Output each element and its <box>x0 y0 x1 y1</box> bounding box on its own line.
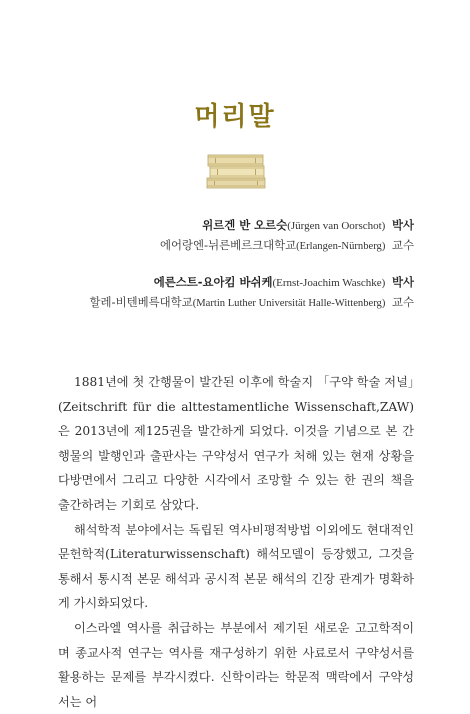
author-name-original: (Jürgen van Oorschot) <box>287 220 386 232</box>
author-name-korean: 위르겐 반 오르슷 <box>202 218 288 232</box>
paragraph: 1881년에 첫 간행물이 발간된 이후에 학술지 「구약 학술 저널」(Zeitschrift für die alttestamentliche Wissenschaft,ZAW)은 2013년에 제125권을 발간하게 되었다. 이것을 기념으로 본 간행물의 발행인과 출판사는 구약성서 연구가 처해 있는 현재 상황을 다방면에서 그리고 다양한 시각에서 조망할 수 있는 한 권의 책을 출간하려는 기회로 삼았다. <box>58 375 414 512</box>
author-name <box>14 273 414 293</box>
affiliation-korean: 할레-비텐베륵대학교 <box>89 295 193 309</box>
preface-body <box>58 370 414 714</box>
author-degree: 박사 <box>391 218 414 232</box>
author-role: 교수 <box>391 238 414 252</box>
author-name-korean: 에른스트-요아킴 바쉬케 <box>153 275 273 289</box>
paragraph: 해석학적 분야에서는 독립된 역사비평적방법 이외에도 현대적인 문헌학적(Literaturwissenschaft) 해석모델이 등장했고, 그것을 통해서 통시적 본문 해석과 공시적 본문 해석의 긴장 관계가 명확하게 가시화되었다. <box>58 522 414 611</box>
author-affiliation <box>14 236 414 256</box>
page-title: 머리말 <box>194 102 276 132</box>
author-entry <box>14 216 414 256</box>
author-entry <box>14 273 414 313</box>
affiliation-original: (Martin Luther Universität Halle-Wittenberg) <box>192 298 386 309</box>
author-list <box>14 216 414 330</box>
paragraph: 이스라엘 역사를 취급하는 부분에서 제기된 새로운 고고학적이며 종교사적 연구는 역사를 재구성하기 위한 사료로서 구약성서를 활용하는 문제를 부각시켰다. 신학이라는 학문적 맥락에서 구약성서는 어 <box>58 620 414 709</box>
author-name-original: (Ernst-Joachim Waschke) <box>272 277 386 289</box>
author-degree: 박사 <box>391 275 414 289</box>
book-stack-icon <box>205 152 267 190</box>
author-role: 교수 <box>391 295 414 309</box>
affiliation-korean: 에어랑엔-뉘른베르크대학교 <box>159 238 297 252</box>
author-name <box>14 216 414 236</box>
affiliation-original: (Erlangen-Nürnberg) <box>296 241 386 252</box>
author-affiliation <box>14 293 414 313</box>
